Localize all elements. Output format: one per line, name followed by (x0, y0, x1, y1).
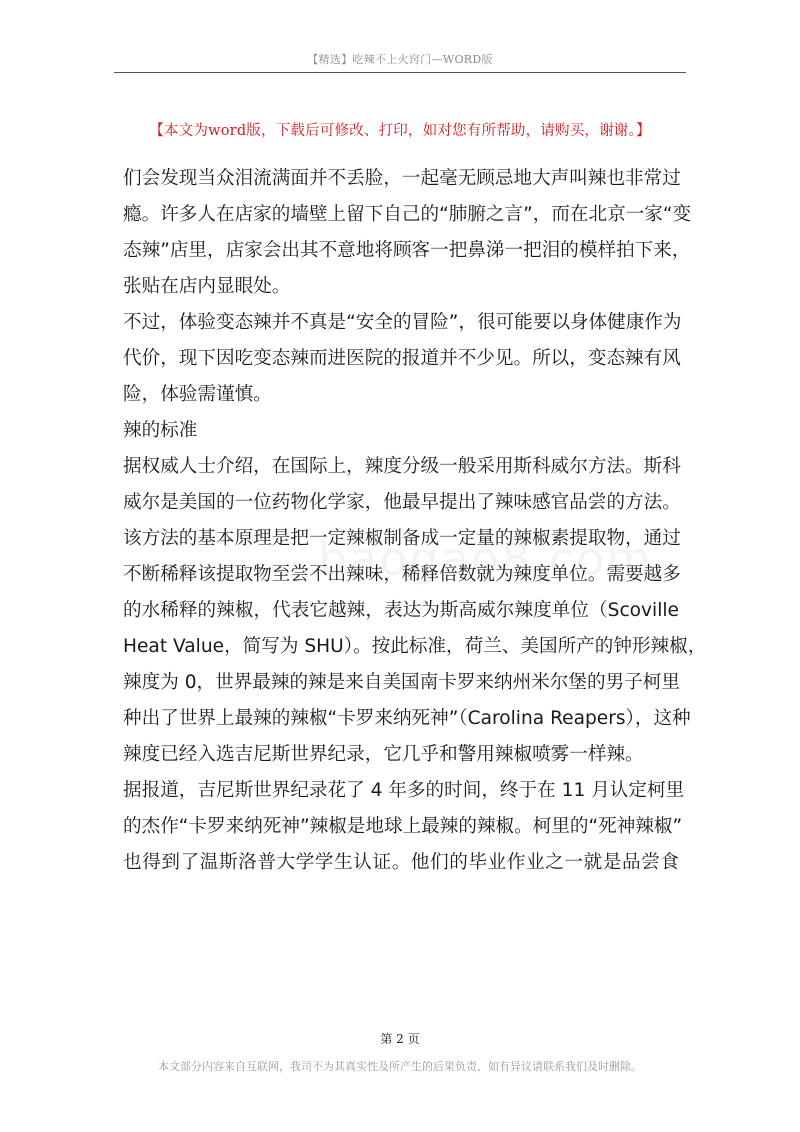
body-line: 不断稀释该提取物至尝不出辣味，稀释倍数就为辣度单位。需要越多 (123, 564, 681, 585)
body-line: 张贴在店内显眼处。 (123, 276, 291, 297)
document-body (123, 161, 707, 881)
body-line: 辣度已经入选吉尼斯世界纪录，它几乎和警用辣椒喷雾一样辣。 (123, 744, 644, 765)
body-line: 瘾。许多人在店家的墙壁上留下自己的“肺腑之言”，而在北京一家“变 (123, 204, 692, 225)
body-line: 也得到了温斯洛普大学学生认证。他们的毕业作业之一就是品尝食 (123, 852, 679, 873)
body-line: Heat Value，简写为 SHU）。按此标准，荷兰、美国所产的钟形辣椒， (123, 636, 707, 657)
body-line: 代价，现下因吃变态辣而进医院的报道并不少见。所以，变态辣有风 (123, 348, 681, 369)
section-heading: 辣的标准 (123, 420, 198, 441)
body-line: 的杰作“卡罗来纳死神”辣椒是地球上最辣的辣椒。柯里的“死神辣椒” (123, 816, 683, 837)
body-line: 的水稀释的辣椒，代表它越辣，表达为斯高威尔辣度单位（Scoville (123, 600, 679, 621)
page-header-title: 【精选】吃辣不上火窍门—WORD版 (307, 53, 493, 66)
body-line: 据报道，吉尼斯世界纪录花了 4 年多的时间，终于在 11 月认定柯里 (123, 780, 685, 801)
body-line: 种出了世界上最辣的辣椒“卡罗来纳死神”（Carolina Reapers），这种 (123, 708, 691, 729)
body-line: 态辣”店里，店家会出其不意地将顾客一把鼻涕一把泪的模样拍下来， (123, 240, 691, 261)
header-divider (114, 72, 686, 73)
body-line: 该方法的基本原理是把一定辣椒制备成一定量的辣椒素提取物，通过 (123, 528, 681, 549)
body-line: 险，体验需谨慎。 (123, 384, 272, 405)
body-line: 辣度为 0，世界最辣的辣是来自美国南卡罗来纳州米尔堡的男子柯里 (123, 672, 680, 693)
body-line: 不过，体验变态辣并不真是“安全的冒险”，很可能要以身体健康作为 (123, 312, 682, 333)
page-footer-disclaimer: 本文部分内容来自互联网，我司不为其真实性及所产生的后果负责，如有异议请联系我们及时删除。 (158, 1060, 642, 1073)
word-version-notice: 【本文为word版，下载后可修改、打印，如对您有所帮助，请购买，谢谢。】 (149, 123, 651, 139)
body-line: 威尔是美国的一位药物化学家，他最早提出了辣味感官品尝的方法。 (123, 492, 681, 513)
body-line: 据权威人士介绍，在国际上，辣度分级一般采用斯科威尔方法。斯科 (123, 456, 681, 477)
body-line: 们会发现当众泪流满面并不丢脸，一起毫无顾忌地大声叫辣也非常过 (123, 168, 681, 189)
page-number: 第 2 页 (380, 1032, 420, 1046)
